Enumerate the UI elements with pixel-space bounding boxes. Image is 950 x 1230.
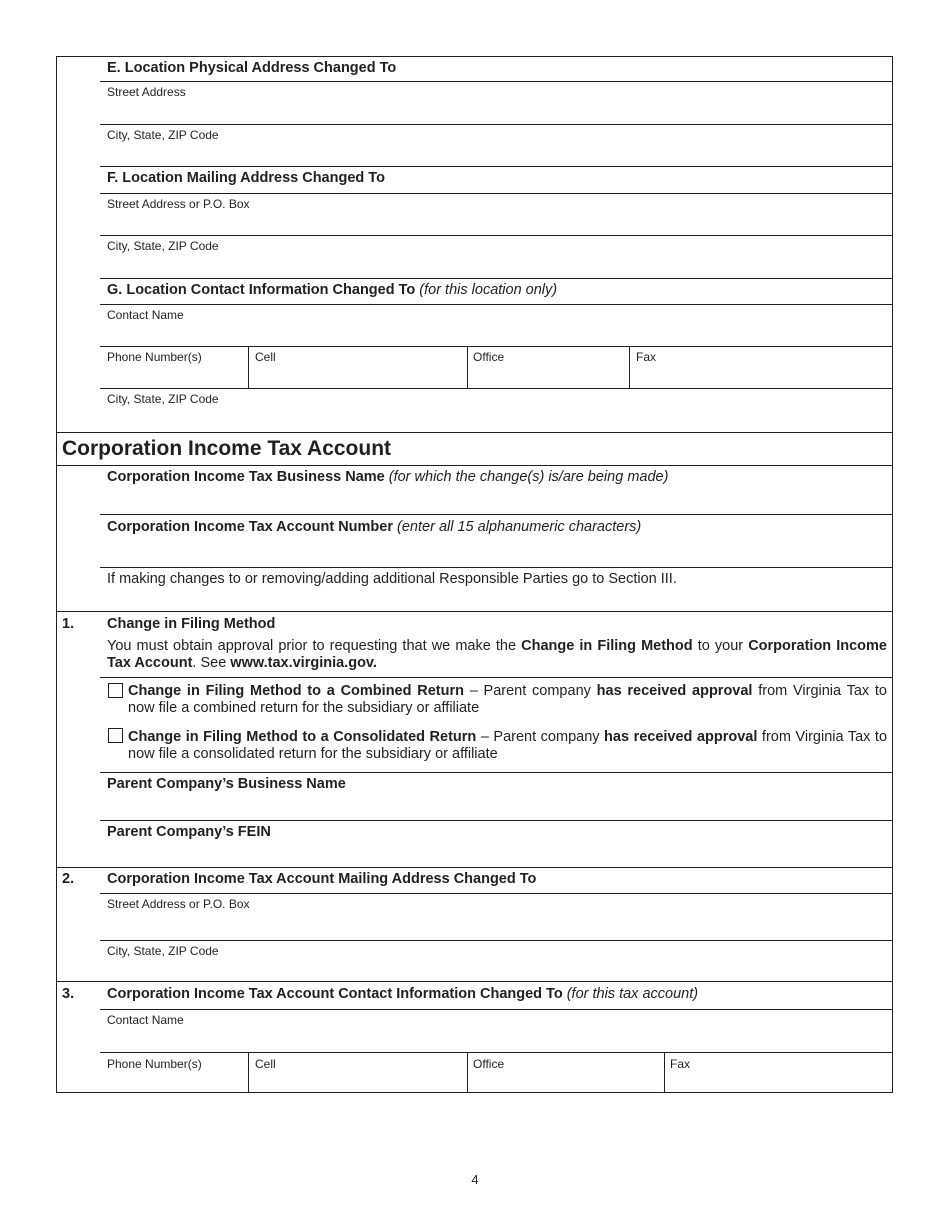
item2-title: Corporation Income Tax Account Mailing Address Changed To [107, 871, 537, 887]
item3-note: (for this tax account) [566, 986, 699, 1002]
combined-return-option-text [128, 683, 887, 717]
section-e-title: E. Location Physical Address Changed To [107, 60, 397, 76]
item3-cell-input[interactable] [249, 1053, 467, 1093]
responsible-parties-note: If making changes to or removing/adding additional Responsible Parties go to Section III. [107, 571, 677, 587]
item1-title: Change in Filing Method [107, 616, 276, 632]
corp-name-input[interactable] [101, 466, 893, 514]
opt-bold: has received approval [596, 683, 753, 699]
section-g-note: (for this location only) [419, 282, 558, 298]
corp-acct-label: Corporation Income Tax Account Number [107, 519, 393, 535]
section-g-contact-label: Contact Name [107, 308, 184, 322]
divider [100, 166, 893, 167]
section-e-street-input[interactable] [101, 82, 893, 124]
section-g-office-label: Office [473, 350, 505, 364]
divider [56, 981, 893, 982]
page-number: 4 [471, 1172, 479, 1187]
section-e-city-label: City, State, ZIP Code [107, 128, 219, 142]
divider [100, 567, 893, 568]
corp-acct-note: (enter all 15 alphanumeric characters) [397, 519, 642, 535]
item1-intro [107, 638, 887, 672]
opt-text: – Parent company [476, 729, 605, 745]
opt-bold: Change in Filing Method to a Consolidated Return [128, 729, 477, 745]
item2-city-label: City, State, ZIP Code [107, 944, 219, 958]
item3-contact-input[interactable] [101, 1010, 893, 1052]
item3-title-row [107, 986, 698, 1002]
divider [56, 611, 893, 612]
item3-title: Corporation Income Tax Account Contact Information Changed To [107, 986, 563, 1002]
section-g-cell-input[interactable] [249, 347, 467, 388]
corp-heading: Corporation Income Tax Account [62, 437, 392, 460]
divider [56, 432, 893, 433]
section-e-city-input[interactable] [101, 125, 893, 166]
intro-text: You must obtain approval prior to requesting that we make the [107, 638, 522, 654]
intro-bold: Change in Filing Method [521, 638, 693, 654]
section-g-title-row [107, 282, 557, 298]
item3-fax-label: Fax [670, 1057, 691, 1071]
opt-text: – Parent company [463, 683, 597, 699]
intro-link: www.tax.virginia.gov. [230, 655, 377, 671]
corp-name-label: Corporation Income Tax Business Name [107, 469, 385, 485]
item3-fax-input[interactable] [665, 1053, 893, 1093]
intro-text: to your [692, 638, 749, 654]
item2-city-input[interactable] [101, 941, 893, 981]
intro-bold: Corporation Income Tax Account [107, 638, 888, 671]
divider [56, 867, 893, 868]
section-e-street-label: Street Address [107, 85, 186, 99]
item2-number: 2. [62, 871, 75, 887]
corp-name-note: (for which the change(s) is/are being made) [388, 469, 669, 485]
consolidated-return-option-text [128, 729, 887, 763]
section-g-city-label: City, State, ZIP Code [107, 392, 219, 406]
item3-contact-label: Contact Name [107, 1013, 184, 1027]
section-g-contact-input[interactable] [101, 305, 893, 346]
parent-name-label: Parent Company’s Business Name [107, 776, 346, 792]
item3-phone-label: Phone Number(s) [107, 1057, 202, 1071]
opt-text: from Virginia Tax to now file a combined return for the subsidiary or affiliate [128, 683, 887, 716]
opt-bold: Change in Filing Method to a Combined Return [128, 683, 464, 699]
item2-street-label: Street Address or P.O. Box [107, 897, 250, 911]
divider [100, 278, 893, 279]
consolidated-return-checkbox[interactable] [108, 728, 123, 743]
opt-text: from Virginia Tax to now file a consolidated return for the subsidiary or affiliate [128, 729, 888, 762]
combined-return-checkbox[interactable] [108, 683, 123, 698]
section-g-office-input[interactable] [468, 347, 629, 388]
item3-cell-label: Cell [255, 1057, 276, 1071]
section-f-street-label: Street Address or P.O. Box [107, 197, 250, 211]
intro-text: . See [192, 655, 231, 671]
item1-number: 1. [62, 616, 75, 632]
item2-street-input[interactable] [101, 894, 893, 940]
item3-office-label: Office [473, 1057, 505, 1071]
section-g-fax-input[interactable] [630, 347, 893, 388]
item3-number: 3. [62, 986, 75, 1002]
section-f-street-input[interactable] [101, 194, 893, 235]
parent-name-input[interactable] [101, 773, 893, 820]
section-f-city-input[interactable] [101, 236, 893, 278]
parent-fein-label: Parent Company’s FEIN [107, 824, 271, 840]
section-g-fax-label: Fax [636, 350, 657, 364]
divider [100, 677, 893, 678]
opt-bold: has received approval [604, 729, 758, 745]
section-g-cell-label: Cell [255, 350, 276, 364]
section-g-city-input[interactable] [101, 389, 893, 432]
section-g-phone-label: Phone Number(s) [107, 350, 202, 364]
item3-office-input[interactable] [468, 1053, 664, 1093]
section-g-title: G. Location Contact Information Changed To [107, 282, 416, 298]
corp-acct-input[interactable] [101, 515, 893, 567]
parent-fein-input[interactable] [101, 821, 893, 867]
section-f-city-label: City, State, ZIP Code [107, 239, 219, 253]
section-f-title: F. Location Mailing Address Changed To [107, 170, 385, 186]
